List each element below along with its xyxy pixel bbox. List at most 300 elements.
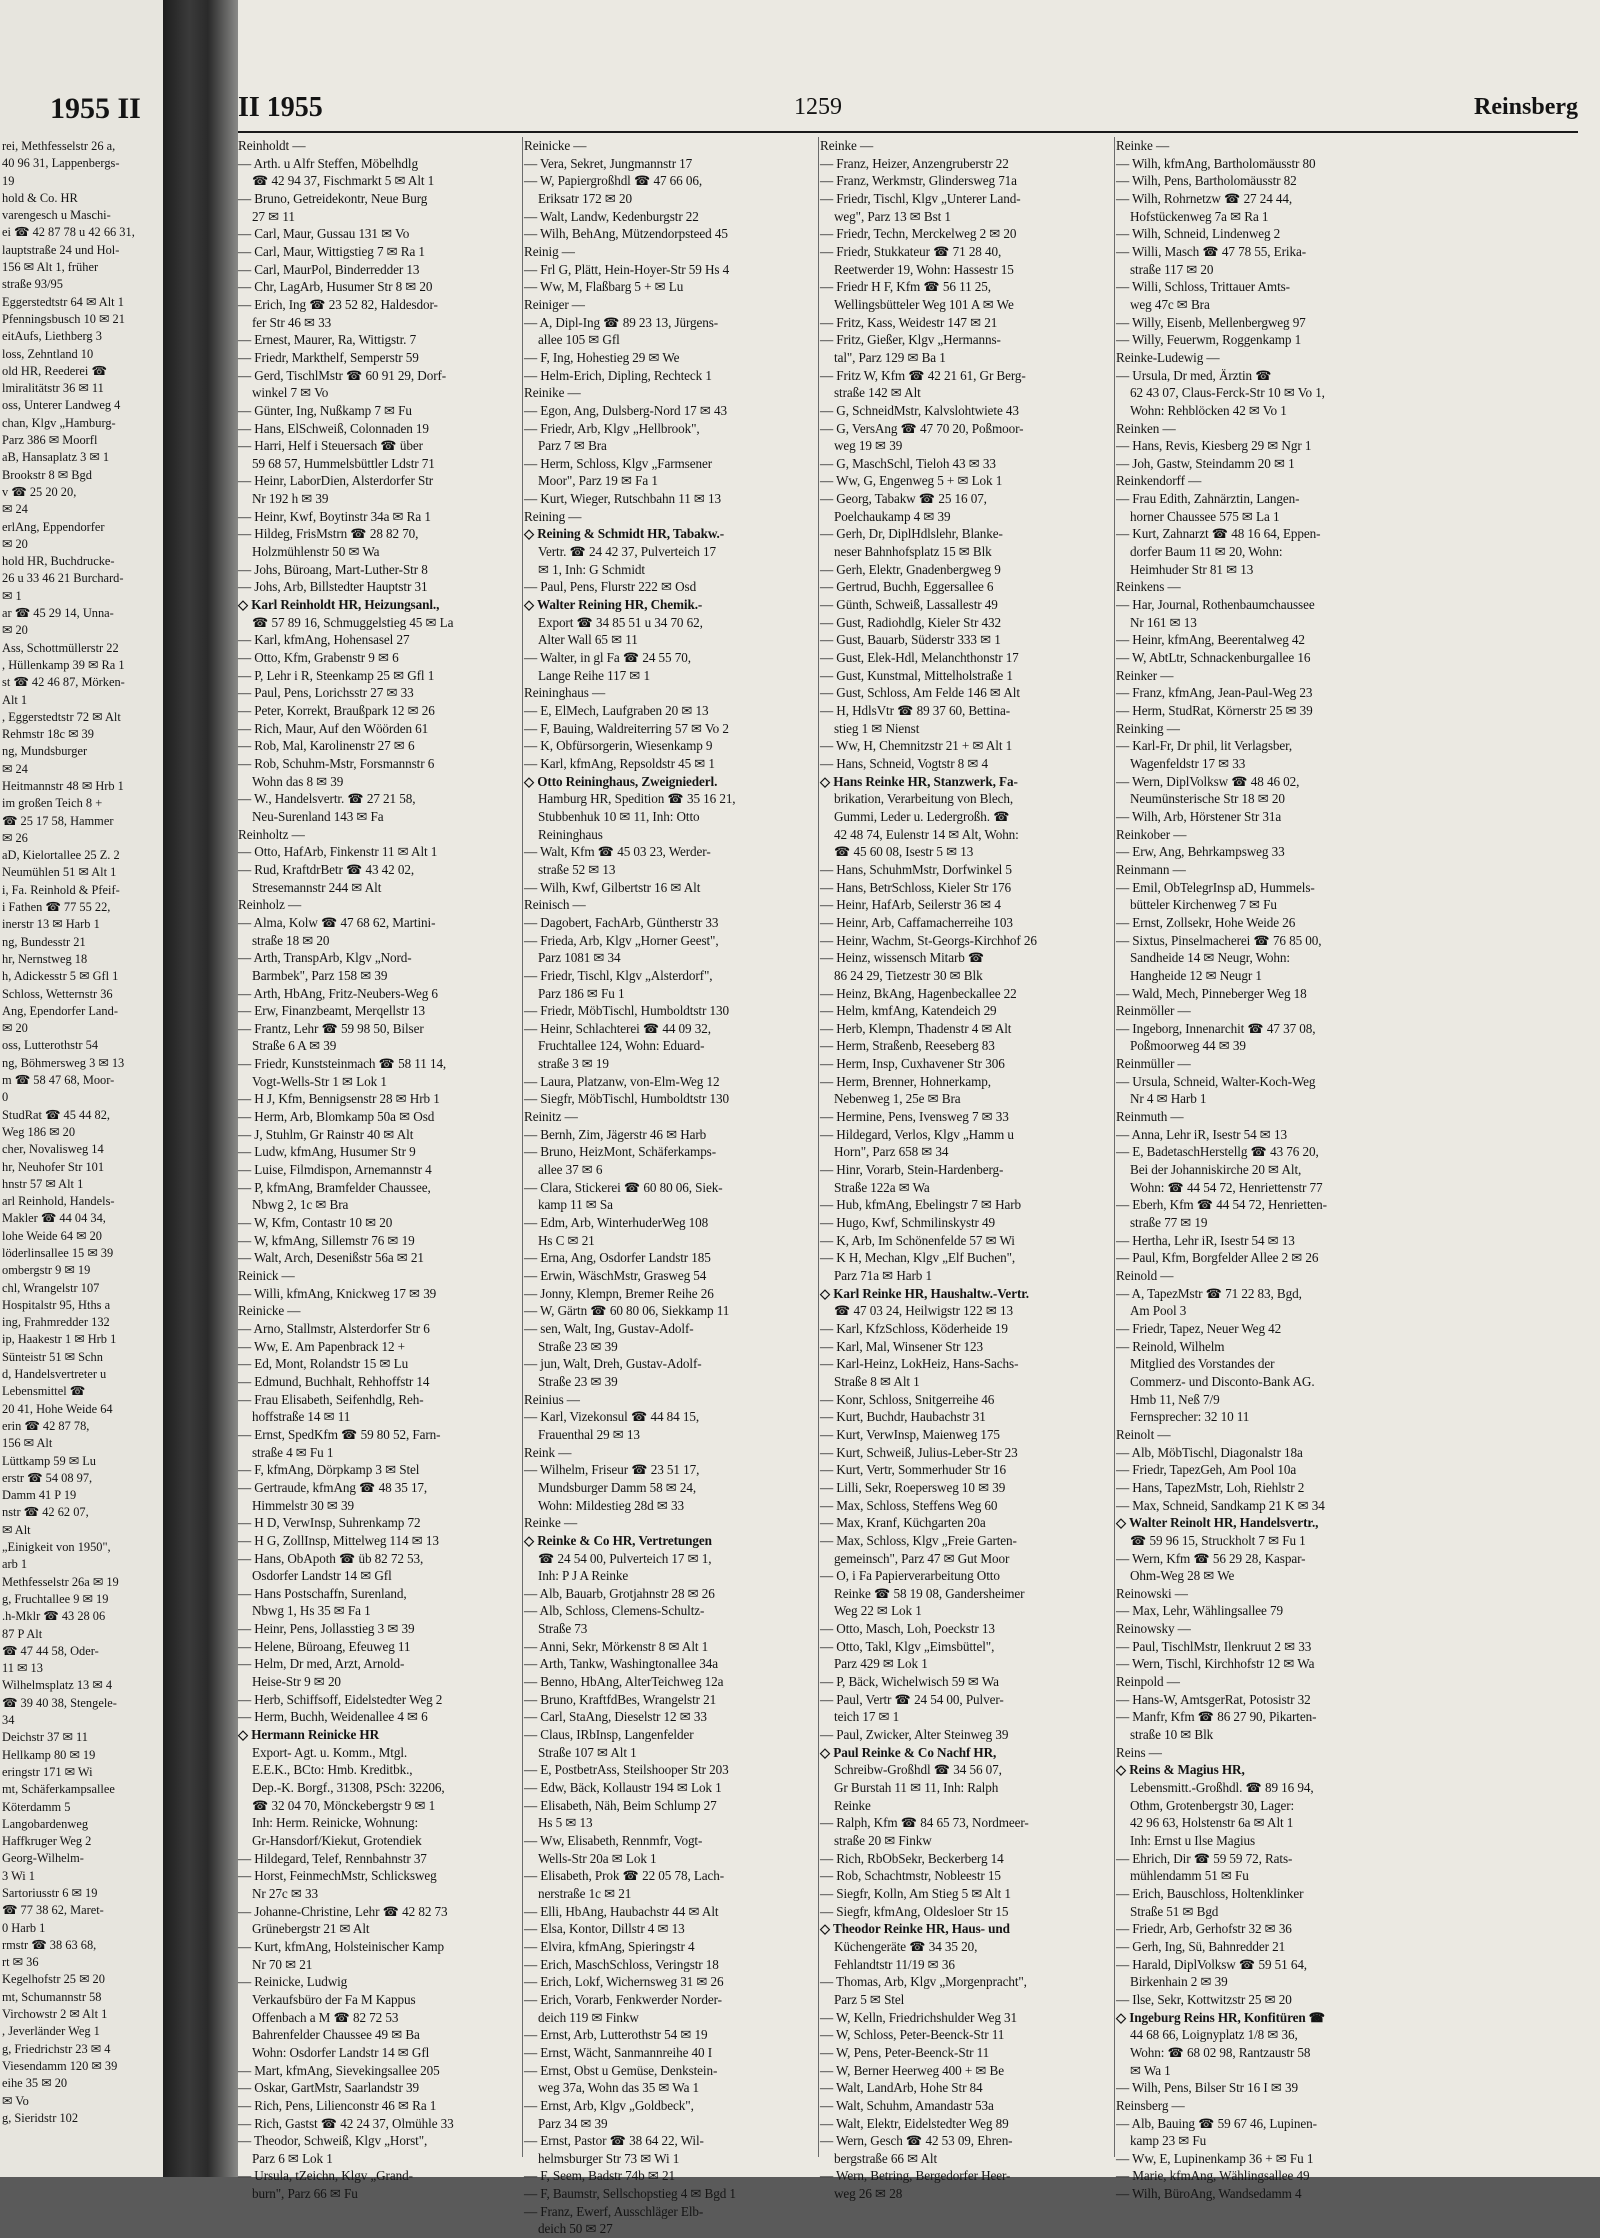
left-page-line: Hospitalstr 95, Hths a [2,1297,111,1312]
left-page-line: 34 [2,1713,15,1728]
directory-entry: nerstraße 1c ✉ 21 [538,1885,632,1901]
directory-entry: — Gerh, Dr, DiplHdlslehr, Blanke- [820,526,1003,542]
directory-entry: — Max, Schloss, Klgv „Freie Garten- [820,1532,1017,1548]
directory-entry: — Gust, Elek-Hdl, Melanchthonstr 17 [820,650,1019,666]
directory-entry: Hofstückenweg 7a ✉ Ra 1 [1130,208,1269,224]
directory-entry: — Alb, Bauing ☎ 59 67 46, Lupinen- [1116,2115,1317,2131]
directory-entry: — Helm, Dr med, Arzt, Arnold- [238,1656,405,1672]
directory-entry: — W., Handelsvertr. ☎ 27 21 58, [238,791,416,807]
directory-entry: — Karl, KfzSchloss, Köderheide 19 [820,1320,1008,1336]
directory-entry: — F, Baumstr, Sellschopstieg 4 ✉ Bgd 1 [524,2186,736,2202]
left-page-line: ✉ 20 [2,536,28,551]
left-page-line: 0 Harb 1 [2,1920,46,1935]
left-page-line: i Fathen ☎ 77 55 22, [2,900,111,915]
directory-entry: ◇ Otto Reininghaus, Zweigniederl. [524,773,718,789]
directory-entry: Heimhuder Str 81 ✉ 13 [1130,561,1254,577]
directory-entry: — Rob, Schuhm-Mstr, Forsmannstr 6 [238,755,435,771]
directory-entry: — Wilh, Rohrnetzw ☎ 27 24 44, [1116,190,1293,206]
directory-entry: ◇ Walter Reinolt HR, Handelsvertr., [1116,1515,1319,1531]
left-page-line: Brookstr 8 ✉ Bgd [2,467,92,482]
directory-entry: neser Bahnhofsplatz 15 ✉ Blk [834,544,992,560]
directory-entry: — Ww, Elisabeth, Rennmfr, Vogt- [524,1833,703,1848]
directory-entry: — Hildeg, FrisMstrn ☎ 28 82 70, [238,526,419,542]
directory-entry: — Hermine, Pens, Ivensweg 7 ✉ 33 [820,1109,1009,1125]
directory-entry: — Rob, Schachtmstr, Nobleestr 15 [820,1868,1001,1884]
directory-entry: — Walt, LandArb, Hohe Str 84 [820,2080,983,2096]
left-page-line: Pfenningsbusch 10 ✉ 21 [2,311,125,326]
surname-heading: Reinke — [820,138,874,153]
directory-entry: — F, Seem, Badstr 74b ✉ 21 [524,2168,675,2184]
directory-entry: — Friedr, Kunststeinmach ☎ 58 11 14, [238,1056,447,1072]
left-page-line: rmstr ☎ 38 63 68, [2,1937,97,1952]
directory-entry: deich 50 ✉ 27 [538,2221,613,2237]
directory-entry: — Heinr, Schlachterei ☎ 44 09 32, [524,1020,711,1036]
directory-entry: — Erwin, WäschMstr, Grasweg 54 [524,1268,707,1283]
left-page-line: d, Handelsvertreter u [2,1367,107,1382]
directory-entry: — K H, Mechan, Klgv „Elf Buchen", [820,1250,1016,1266]
left-page-line: löderlinsallee 15 ✉ 39 [2,1246,114,1260]
left-page-line: 156 ✉ Alt 1, früher [2,260,99,275]
left-page-line: ✉ 20 [2,1021,28,1036]
directory-entry: — Edm, Arb, WinterhuderWeg 108 [524,1215,709,1231]
directory-entry: Poßmoorweg 44 ✉ 39 [1130,1038,1246,1054]
directory-entry: Lebensmitt.-Großhdl. ☎ 89 16 94, [1130,1780,1314,1796]
directory-entry: — Gerh, Elektr, Gnadenbergweg 9 [820,561,1001,577]
left-page-line: oss, Unterer Landweg 4 [2,398,121,413]
directory-entry: 44 68 66, Loignyplatz 1/8 ✉ 36, [1130,2027,1298,2043]
directory-entry: — Frau Edith, Zahnärztin, Langen- [1116,491,1300,507]
directory-entry: — Ed, Mont, Rolandstr 15 ✉ Lu [238,1356,409,1372]
left-page-line: Damm 41 P 19 [2,1488,77,1503]
directory-entry: — Wilhelm, Friseur ☎ 23 51 17, [524,1462,700,1478]
left-page-line: ☎ 47 44 58, Oder- [2,1643,99,1658]
left-page-line: Alt 1 [2,692,28,707]
directory-entry: Straße 122a ✉ Wa [834,1179,930,1195]
directory-entry: brikation, Verarbeitung von Blech, [834,791,1014,807]
directory-entry: — Ehrich, Dir ☎ 59 59 72, Rats- [1116,1850,1293,1866]
left-page-line: hold HR, Buchdrucke- [2,554,115,569]
directory-entry: Fruchtallee 124, Wohn: Eduard- [538,1038,705,1054]
directory-entry: Nr 70 ✉ 21 [252,1956,313,1972]
directory-entry: — Carl, StaAng, Dieselstr 12 ✉ 33 [524,1709,707,1725]
directory-entry: — Ursula, tZeichn, Klgv „Grand- [238,2168,413,2184]
surname-heading: Reinitz — [524,1109,578,1125]
surname-heading: Reinker — [1116,667,1174,683]
left-page-line: Neumühlen 51 ✉ Alt 1 [2,865,117,880]
directory-entry: — Willy, Eisenb, Mellenbergweg 97 [1116,314,1306,330]
directory-entry: — Georg, Tabakw ☎ 25 16 07, [820,491,987,507]
directory-entry: — Wern, Gesch ☎ 42 53 09, Ehren- [820,2133,1013,2149]
directory-entry: — Willi, Masch ☎ 47 78 55, Erika- [1116,243,1306,259]
directory-entry: — A, Dipl-Ing ☎ 89 23 13, Jürgens- [524,314,719,330]
directory-entry: straße 10 ✉ Blk [1130,1727,1214,1743]
directory-entry: — Rich, Maur, Auf den Wöörden 61 [238,720,429,736]
left-page-line: hr, Nernstweg 18 [2,951,88,966]
directory-entry: tal", Parz 129 ✉ Ba 1 [834,349,946,365]
surname-heading: Reinius — [524,1391,580,1407]
directory-entry: — Fritz, Gießer, Klgv „Hermanns- [820,332,1001,348]
directory-entry: — E, BadetaschHerstellg ☎ 43 76 20, [1116,1144,1319,1160]
surname-heading: Reinholtz — [238,826,305,842]
surname-heading: Reinholz — [238,897,302,913]
directory-entry: Nbwg 2, 1c ✉ Bra [252,1197,349,1213]
directory-entry: — F, kfmAng, Dörpkamp 3 ✉ Stel [238,1462,420,1478]
directory-entry: — Wern, Tischl, Kirchhofstr 12 ✉ Wa [1116,1656,1315,1672]
directory-entry: — Oskar, GartMstr, Saarlandstr 39 [238,2080,419,2096]
directory-entry: — P, Bäck, Wichelwisch 59 ✉ Wa [820,1674,999,1690]
directory-entry: Straße 23 ✉ 39 [538,1373,618,1389]
directory-entry: bergstraße 66 ✉ Alt [834,2150,938,2166]
directory-entry: — Friedr, Techn, Merckelweg 2 ✉ 20 [820,226,1017,242]
left-page-line: ng, Bundesstr 21 [2,934,86,949]
left-page-line: Eggerstedtstr 64 ✉ Alt 1 [2,294,124,309]
directory-entry: — Gust, Bauarb, Süderstr 333 ✉ 1 [820,632,1001,648]
directory-entry: — W, Pens, Peter-Beenck-Str 11 [820,2044,990,2060]
left-page-line: ☎ 25 17 58, Hammer [2,813,114,828]
directory-entry: stieg 1 ✉ Nienst [834,720,920,736]
directory-entry: — Anni, Sekr, Mörkenstr 8 ✉ Alt 1 [524,1638,709,1654]
directory-entry: — Karl, kfmAng, Hohensasel 27 [238,632,410,648]
directory-entry: Heise-Str 9 ✉ 20 [252,1674,341,1690]
surname-heading: Reinkens — [1116,579,1181,595]
directory-entry: — Karl, Vizekonsul ☎ 44 84 15, [524,1409,700,1425]
left-page-line: mt, Schumannstr 58 [2,1989,102,2004]
directory-entry: — Erich, Lokf, Wichernsweg 31 ✉ 26 [524,1974,724,1990]
directory-entry: — Paul, Pens, Lorichsstr 27 ✉ 33 [238,685,414,701]
left-page-line: 3 Wi 1 [2,1868,36,1883]
directory-entry: — Hans-W, AmtsgerRat, Potosistr 32 [1116,1691,1311,1707]
surname-heading: Reink — [524,1444,572,1460]
directory-entry: — Otto, Kfm, Grabenstr 9 ✉ 6 [238,650,399,666]
left-page-line: lohe Weide 64 ✉ 20 [2,1228,103,1243]
directory-entry: — Gertrud, Buchh, Eggersallee 6 [820,579,994,595]
surname-heading: Reinig — [524,243,575,259]
directory-entry: — Willi, Schloss, Trittauer Amts- [1116,279,1290,295]
left-page-line: Lüttkamp 59 ✉ Lu [2,1453,97,1468]
directory-entry: — Anna, Lehr iR, Isestr 54 ✉ 13 [1116,1126,1287,1142]
directory-entry: — sen, Walt, Ing, Gustav-Adolf- [524,1320,694,1336]
directory-entry: — Ingeborg, Innenarchit ☎ 47 37 08, [1116,1020,1316,1036]
directory-entry: — Siegfr, Kolln, Am Stieg 5 ✉ Alt 1 [820,1885,1011,1901]
directory-entry: — Franz, Ewerf, Ausschläger Elb- [524,2203,704,2219]
directory-entry: — Wilh, Kwf, Gilbertstr 16 ✉ Alt [524,879,701,895]
directory-entry: Nr 192 h ✉ 39 [252,491,329,507]
directory-entry: — Franz, Heizer, Anzengruberstr 22 [820,155,1009,171]
directory-entry: — Frieda, Arb, Klgv „Horner Geest", [524,932,719,948]
directory-entry: Nr 4 ✉ Harb 1 [1130,1091,1207,1107]
directory-entry: — W, AbtLtr, Schnackenburgallee 16 [1116,650,1311,666]
directory-entry: — Hertha, Lehr iR, Isestr 54 ✉ 13 [1116,1232,1295,1248]
directory-entry: Schreibw-Großhdl ☎ 34 56 07, [834,1762,1002,1778]
directory-entry: — W, Kfm, Contastr 10 ✉ 20 [238,1215,393,1231]
directory-entry: — Heinr, Pens, Jollasstieg 3 ✉ 39 [238,1621,415,1637]
left-page-line: ✉ Alt [2,1522,31,1537]
directory-entry: — Edw, Bäck, Kollaustr 194 ✉ Lok 1 [524,1780,722,1796]
directory-entry: Vogt-Wells-Str 1 ✉ Lok 1 [252,1073,387,1089]
directory-entry: — Ww, M, Flaßbarg 5 + ✉ Lu [524,279,684,295]
directory-entry: — Johanne-Christine, Lehr ☎ 42 82 73 [238,1903,448,1919]
directory-entry: Wohn: Rehblöcken 42 ✉ Vo 1 [1130,402,1287,418]
directory-entry: fer Str 46 ✉ 33 [252,314,332,330]
left-page-line: Ang, Ependorfer Land- [2,1003,118,1018]
directory-entry: — Kurt, Schweiß, Julius-Leber-Str 23 [820,1444,1018,1460]
directory-entry: — Frau Elisabeth, Seifenhdlg, Reh- [238,1391,424,1407]
directory-entry: — Konr, Schloss, Snitgerreihe 46 [820,1391,995,1407]
left-page-line: ar ☎ 45 29 14, Unna- [2,606,114,621]
directory-entry: teich 17 ✉ 1 [834,1709,900,1725]
directory-entry: Reetwerder 19, Wohn: Hassestr 15 [834,261,1014,277]
directory-entry: — Rob, Mal, Karolinenstr 27 ✉ 6 [238,738,415,754]
directory-entry: — Friedr, Arb, Klgv „Hellbrook", [524,420,700,436]
directory-entry: — K, Obfürsorgerin, Wiesenkamp 9 [524,738,713,754]
left-page-line: hold & Co. HR [2,190,78,205]
left-page-line: ✉ Vo [2,2093,29,2108]
left-page-line: ombergstr 9 ✉ 19 [2,1263,91,1278]
directory-entry: Hamburg HR, Spedition ☎ 35 16 21, [538,791,736,807]
left-page-line: eitAufs, Liethberg 3 [2,329,102,344]
directory-entry: — Friedr, Markthelf, Semperstr 59 [238,349,419,365]
directory-entry: — Hans, Schneid, Vogtstr 8 ✉ 4 [820,755,989,771]
directory-entry: — Vera, Sekret, Jungmannstr 17 [524,155,693,171]
directory-entry: Hs C ✉ 21 [538,1232,595,1248]
left-page-line: 0 [2,1090,9,1105]
directory-entry: — G, SchneidMstr, Kalvslohtwiete 43 [820,402,1019,418]
directory-entry: — Ralph, Kfm ☎ 84 65 73, Nordmeer- [820,1815,1029,1831]
left-page-line: , Hüllenkamp 39 ✉ Ra 1 [2,657,125,672]
directory-entry: — Helm, kmfAng, Katendeich 29 [820,1003,997,1019]
directory-entry: Wohn: Osdorfer Landstr 14 ✉ Gfl [252,2044,430,2060]
directory-entry: Parz 34 ✉ 39 [538,2115,608,2131]
directory-entry: — Erw, Finanzbeamt, Merqellstr 13 [238,1003,426,1019]
directory-entry: Vertr. ☎ 24 42 37, Pulverteich 17 [538,544,716,560]
directory-entry: — K, Arb, Im Schönenfelde 57 ✉ Wi [820,1232,1015,1248]
directory-entry: — Hans, SchuhmMstr, Dorfwinkel 5 [820,861,1012,877]
directory-entry: Bei der Johanniskirche 20 ✉ Alt, [1130,1162,1302,1178]
directory-entry: — Bruno, HeizMont, Schäferkamps- [524,1144,717,1160]
directory-entry: — Herm, Insp, Cuxhavener Str 306 [820,1056,1005,1072]
directory-entry: — Günter, Ing, Nußkamp 7 ✉ Fu [238,402,412,418]
surname-heading: Reinmann — [1116,861,1186,877]
directory-entry: — Franz, kfmAng, Jean-Paul-Weg 23 [1116,685,1313,701]
directory-entry: — Johs, Büroang, Mart-Luther-Str 8 [238,561,428,577]
directory-entry: — Edmund, Buchhalt, Rehhoffstr 14 [238,1373,430,1389]
directory-entry: — Gerd, TischlMstr ☎ 60 91 29, Dorf- [238,367,447,383]
directory-entry: bütteler Kirchenweg 7 ✉ Fu [1130,897,1277,913]
left-page-line: ip, Haakestr 1 ✉ Hrb 1 [2,1332,117,1347]
directory-entry: — Max, Schneid, Sandkamp 21 K ✉ 34 [1116,1497,1325,1513]
directory-entry: Neumünsterische Str 18 ✉ 20 [1130,791,1285,807]
directory-entry: Export ☎ 34 85 51 u 34 70 62, [538,614,703,630]
directory-entry: ☎ 45 60 08, Isestr 5 ✉ 13 [834,844,974,860]
directory-entry: — Walt, Kfm ☎ 45 03 23, Werder- [524,844,711,860]
directory-entry: — Harald, DiplVolksw ☎ 59 51 64, [1116,1956,1308,1972]
directory-entry: — Ww, E. Am Papenbrack 12 + [238,1338,405,1354]
directory-entry: — Hans, Revis, Kiesberg 29 ✉ Ngr 1 [1116,438,1312,454]
directory-entry: — G, MaschSchl, Tieloh 43 ✉ 33 [820,455,996,471]
left-page-line: Rehmstr 18c ✉ 39 [2,727,94,742]
directory-entry: Sandheide 14 ✉ Neugr, Wohn: [1130,950,1290,966]
surname-heading: Reinke-Ludewig — [1116,349,1220,365]
directory-entry: weg", Parz 13 ✉ Bst 1 [834,208,951,224]
directory-entry: ✉ 1, Inh: G Schmidt [538,561,645,577]
directory-entry: — Ernst, Pastor ☎ 38 64 22, Wil- [524,2133,704,2149]
directory-entry: Straße 73 [538,1621,588,1637]
left-page-line: Parz 386 ✉ Moorfl [2,433,98,448]
directory-entry: — Otto, Masch, Loh, Poeckstr 13 [820,1621,995,1637]
surname-heading: Reinking — [1116,720,1180,736]
surname-heading: Reinken — [1116,420,1176,436]
directory-entry: — Bernh, Zim, Jägerstr 46 ✉ Harb [524,1126,707,1142]
directory-entry: Gr Burstah 11 ✉ 11, Inh: Ralph [834,1780,999,1796]
directory-entry: Stubbenhuk 10 ✉ 11, Inh: Otto [538,808,700,824]
directory-entry: Parz 1081 ✉ 34 [538,950,621,966]
surname-heading: Reinmüller — [1116,1056,1191,1072]
column-divider [818,137,819,2157]
left-page-line: eringstr 171 ✉ Wi [2,1764,93,1779]
directory-entry: ☎ 47 03 24, Heilwigstr 122 ✉ 13 [834,1303,1013,1319]
directory-entry: — Arth, Tankw, Washingtonallee 34a [524,1656,718,1672]
directory-entry: Wells-Str 20a ✉ Lok 1 [538,1850,657,1866]
left-page-line: Georg-Wilhelm- [2,1851,84,1866]
directory-entry: — Karl-Fr, Dr phil, lit Verlagsber, [1116,738,1293,754]
left-page-line: old HR, Reederei ☎ [2,363,107,378]
directory-entry: ◇ Ingeburg Reins HR, Konfitüren ☎ [1116,2009,1326,2025]
directory-entry: — Karl, Mal, Winsener Str 123 [820,1338,983,1354]
directory-entry: winkel 7 ✉ Vo [252,385,329,401]
directory-entry: — Reinicke, Ludwig [238,1974,348,1990]
left-page-line: eihe 35 ✉ 20 [2,2076,68,2091]
directory-entry: mühlendamm 51 ✉ Fu [1130,1868,1249,1884]
surname-heading: Reinolt — [1116,1426,1171,1442]
directory-entry: — Joh, Gastw, Steindamm 20 ✉ 1 [1116,455,1295,471]
directory-entry: ☎ 42 94 37, Fischmarkt 5 ✉ Alt 1 [252,173,435,189]
directory-entry: — Lilli, Sekr, Roepersweg 10 ✉ 39 [820,1479,1006,1495]
directory-entry: — Hildegard, Telef, Rennbahnstr 37 [238,1850,427,1866]
directory-entry: straße 77 ✉ 19 [1130,1215,1208,1231]
directory-entry: — Ernst, Arb, Lutterothstr 54 ✉ 19 [524,2027,708,2043]
directory-entry: — Dagobert, FachArb, Güntherstr 33 [524,914,719,930]
left-page-line: 156 ✉ Alt [2,1436,53,1451]
left-page-line: Viesendamm 120 ✉ 39 [2,2058,118,2073]
left-page-line: ng, Mundsburger [2,744,88,759]
directory-entry: — Heinr, kfmAng, Beerentalweg 42 [1116,632,1305,648]
directory-entry: — Kurt, Zahnarzt ☎ 48 16 64, Eppen- [1116,526,1321,542]
directory-entry: — Erich, Vorarb, Fenkwerder Norder- [524,1991,722,2007]
directory-entry: Parz 429 ✉ Lok 1 [834,1656,928,1672]
directory-entry: Inh: Herm. Reinicke, Wohnung: [252,1815,419,1831]
directory-entry: — W, Papiergroßhdl ☎ 47 66 06, [524,173,703,189]
directory-entry: — Wern, Betring, Bergedorfer Heer- [820,2168,1011,2184]
directory-entry: — Herm, Brenner, Hohnerkamp, [820,1073,991,1089]
directory-entry: Straße 23 ✉ 39 [538,1338,618,1354]
left-page-line: m ☎ 58 47 68, Moor- [2,1073,115,1088]
directory-entry: ✉ Wa 1 [1130,2062,1171,2078]
directory-entry: — Arth. u Alfr Steffen, Möbelhdlg [238,155,418,171]
left-page-strip [0,0,163,2177]
left-page-line: ☎ 77 38 62, Maret- [2,1903,104,1918]
directory-entry: — Gertraude, kfmAng ☎ 48 35 17, [238,1479,428,1495]
directory-entry: — Paul, Vertr ☎ 24 54 00, Pulver- [820,1691,1004,1707]
directory-entry: — Har, Journal, Rothenbaumchaussee [1116,597,1315,613]
directory-entry: — Peter, Korrekt, Braußpark 12 ✉ 26 [238,703,435,718]
directory-entry: Parz 5 ✉ Stel [834,1991,905,2007]
surname-heading: Reinowski — [1116,1585,1188,1601]
directory-entry: Frauenthal 29 ✉ 13 [538,1426,640,1442]
directory-entry: kamp 11 ✉ Sa [538,1197,613,1213]
directory-entry: 86 24 29, Tietzestr 30 ✉ Blk [834,967,983,983]
surname-heading: Reinowsky — [1116,1621,1191,1637]
directory-entry: — Alma, Kolw ☎ 47 68 62, Martini- [238,914,436,930]
surname-heading: Reinold — [1116,1268,1174,1283]
directory-entry: Weg 22 ✉ Lok 1 [834,1603,922,1619]
surname-heading: Reinkendorff — [1116,473,1202,489]
directory-entry: — Helm-Erich, Dipling, Rechteck 1 [524,367,712,383]
directory-entry: — Elsa, Kontor, Dillstr 4 ✉ 13 [524,1921,685,1937]
left-page-line: .h-Mklr ☎ 43 28 06 [2,1609,106,1624]
directory-entry: — E, PostbetrAss, Steilshooper Str 203 [524,1762,729,1778]
page-header [238,90,1600,130]
directory-entry: — W, kfmAng, Sillemstr 76 ✉ 19 [238,1232,415,1248]
directory-entry: — Paul, TischlMstr, Ilenkruut 2 ✉ 33 [1116,1638,1312,1654]
directory-entry: — Erich, Ing ☎ 23 52 82, Haldesdor- [238,296,438,312]
left-page-line: Wilhelmsplatz 13 ✉ 4 [2,1678,113,1693]
left-page-header: 1955 II [50,92,141,125]
directory-entry: — Elisabeth, Näh, Beim Schlump 27 [524,1797,717,1813]
directory-entry: — Siegfr, kfmAng, Oldesloer Str 15 [820,1903,1009,1919]
directory-entry: Offenbach a M ☎ 82 72 53 [252,2009,399,2025]
left-page-line: im großen Teich 8 + [2,796,103,811]
directory-entry: ◇ Theodor Reinke HR, Haus- und [820,1921,1010,1937]
left-page-line: Langobardenweg [2,1816,89,1831]
directory-entry: — Heinr, Arb, Caffamacherreihe 103 [820,914,1013,930]
directory-entry: — Friedr, MöbTischl, Humboldtstr 130 [524,1003,729,1019]
left-page-line: Kegelhofstr 25 ✉ 20 [2,1972,105,1987]
directory-entry: Inh: P J A Reinke [538,1568,629,1584]
directory-entry: — Heinr, HafArb, Seilerstr 36 ✉ 4 [820,897,1001,913]
directory-entry: — Carl, Maur, Gussau 131 ✉ Vo [238,226,410,242]
directory-entry: — Heinr, LaborDien, Alsterdorfer Str [238,473,434,489]
directory-entry: — Emil, ObTelegrInsp aD, Hummels- [1116,879,1315,895]
left-page-line: „Einigkeit von 1950", [2,1540,111,1555]
left-page-line: g, Fruchtallee 9 ✉ 19 [2,1591,109,1606]
directory-entry: — Ernst, Zollsekr, Hohe Weide 26 [1116,914,1296,930]
directory-entry: — Benno, HbAng, AlterTeichweg 12a [524,1674,724,1690]
directory-entry: — Eberh, Kfm ☎ 44 54 72, Henrietten- [1116,1197,1327,1213]
directory-entry: — Wilh, BehAng, Mützendorpsteed 45 [524,226,728,242]
directory-entry: Wohn: Mildestieg 28d ✉ 33 [538,1497,684,1513]
directory-entry: — Herm, StudRat, Körnerstr 25 ✉ 39 [1116,703,1313,718]
directory-entry: Export- Agt. u. Komm., Mtgl. [252,1744,408,1760]
directory-entry: — Gust, Schloss, Am Felde 146 ✉ Alt [820,685,1020,701]
directory-entry: — Walt, Landw, Kedenburgstr 22 [524,208,699,224]
directory-entry: helmsburger Str 73 ✉ Wi 1 [538,2150,680,2166]
directory-entry: Parz 71a ✉ Harb 1 [834,1268,932,1283]
surname-heading: Reinke — [1116,138,1170,153]
left-page-line: , Jeverländer Weg 1 [2,2024,100,2039]
surname-heading: Reinkober — [1116,826,1187,842]
directory-entry: Fernsprecher: 32 10 11 [1130,1409,1250,1425]
directory-entry: Lange Reihe 117 ✉ 1 [538,667,650,683]
directory-entry: weg 47c ✉ Bra [1130,296,1210,312]
directory-entry: — Herm, Schloss, Klgv „Farmsener [524,455,712,471]
directory-entry: — Ww, G, Engenweg 5 + ✉ Lok 1 [820,473,1003,489]
left-page-line: Sünteistr 51 ✉ Schn [2,1349,103,1364]
left-page-line: ing, Frahmredder 132 [2,1315,110,1330]
surname-heading: Reininghaus — [524,685,606,701]
directory-entry: Fehlandtstr 11/19 ✉ 36 [834,1956,955,1972]
directory-entry: — Carl, Maur, Wittigstieg 7 ✉ Ra 1 [238,243,425,259]
directory-entry: — Karl-Heinz, LokHeiz, Hans-Sachs- [820,1356,1019,1372]
